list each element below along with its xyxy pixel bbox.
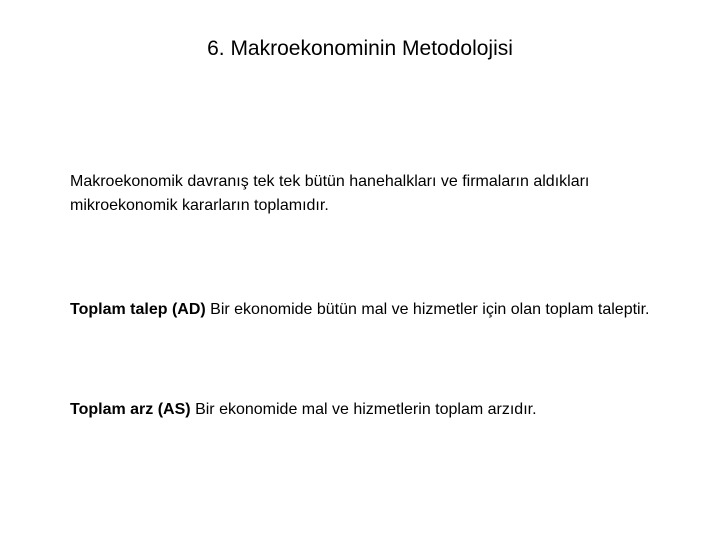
paragraph-aggregate-supply	[70, 398, 670, 422]
definition-aggregate-supply: Bir ekonomide mal ve hizmetlerin toplam arzıdır.	[195, 401, 537, 418]
term-aggregate-supply: Toplam arz (AS)	[70, 401, 191, 418]
term-aggregate-demand: Toplam talep (AD)	[70, 301, 206, 318]
definition-aggregate-demand: Bir ekonomide bütün mal ve hizmetler için olan toplam taleptir.	[210, 301, 650, 318]
slide-title: 6. Makroekonominin Metodolojisi	[207, 37, 513, 60]
paragraph-text: Makroekonomik davranış tek tek bütün hanehalkları ve firmaların aldıkları mikroekonomik kararların toplamıdır.	[70, 173, 590, 214]
paragraph-aggregate-demand	[70, 298, 670, 322]
paragraph-macro-behavior	[70, 170, 670, 218]
